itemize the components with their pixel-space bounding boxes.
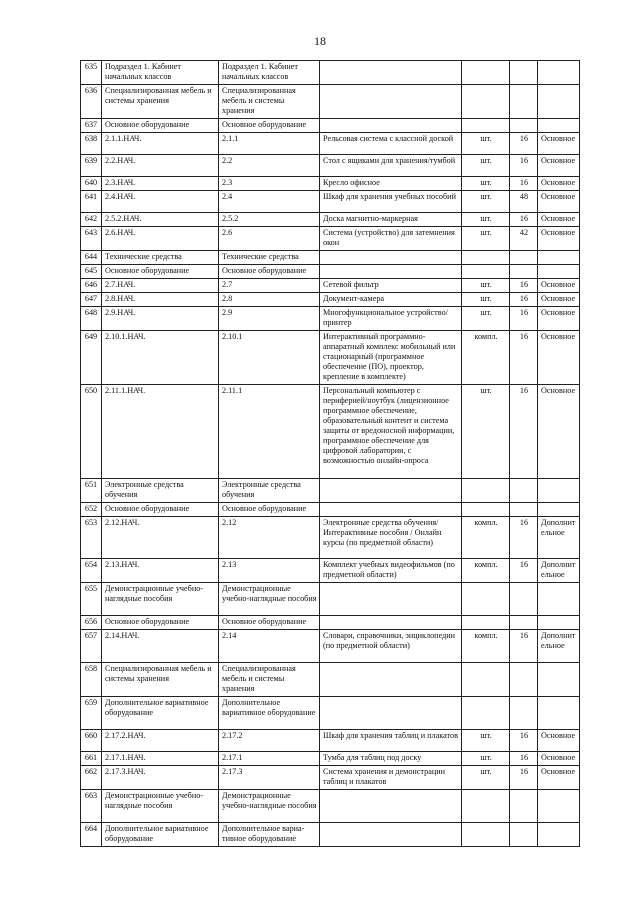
item-name [320,61,462,85]
section-code: 2.17.3.НАЧ. [102,766,219,790]
table-row [81,559,580,583]
section-code: Дополнительное вариативное оборудование [102,823,219,847]
row-number: 639 [81,155,102,177]
unit: шт. [462,191,510,213]
row-number: 654 [81,559,102,583]
quantity [510,616,538,630]
unit [462,583,510,616]
subsection-code: Основное оборудование [219,503,320,517]
row-number: 644 [81,251,102,265]
table-row [81,766,580,790]
row-number: 658 [81,663,102,697]
row-number: 659 [81,697,102,730]
subsection-code: 2.11.1 [219,385,320,479]
item-name: Персональный компьютер с периферией/ноутбук (лицензионное программное обеспечение, образовательный контент и система защиты от вредоносной информации, программное обеспечение для цифровой лаборатории, с возможностью онлайн-опроса [320,385,462,479]
table-row [81,61,580,85]
item-name [320,119,462,133]
subsection-code: Специализированная мебель и системы хранения [219,85,320,119]
item-name [320,616,462,630]
unit: шт. [462,293,510,307]
table-row [81,616,580,630]
subsection-code: 2.2 [219,155,320,177]
unit [462,616,510,630]
table-row [81,331,580,385]
unit: шт. [462,133,510,155]
table-row [81,213,580,227]
quantity: 16 [510,133,538,155]
quantity: 16 [510,177,538,191]
category: Основное [538,766,580,790]
table-row [81,119,580,133]
table-row [81,265,580,279]
table-row [81,293,580,307]
quantity [510,503,538,517]
quantity [510,823,538,847]
table-row [81,583,580,616]
section-code: Демонстрационные учебно-наглядные пособия [102,790,219,823]
item-name: Электронные средства обучения/Интерактивные пособия / Онлайн курсы (по предметной области) [320,517,462,559]
subsection-code: 2.10.1 [219,331,320,385]
section-code: Специализированная мебель и системы хранения [102,663,219,697]
quantity [510,479,538,503]
category [538,663,580,697]
unit: компл. [462,559,510,583]
item-name: Интерактивный программно-аппаратный комплекс мобильный или стационарный (программное обеспечение (ПО), проектор, крепление в комплекте) [320,331,462,385]
row-number: 636 [81,85,102,119]
table-row [81,307,580,331]
row-number: 650 [81,385,102,479]
subsection-code: Дополнительное вариативное оборудование [219,697,320,730]
row-number: 635 [81,61,102,85]
row-number: 661 [81,752,102,766]
unit: шт. [462,213,510,227]
section-code: Технические средства [102,251,219,265]
subsection-code: 2.7 [219,279,320,293]
row-number: 662 [81,766,102,790]
category: Основное [538,730,580,752]
subsection-code: Специализированная мебель и системы хранения [219,663,320,697]
unit: компл. [462,331,510,385]
quantity: 16 [510,752,538,766]
unit: шт. [462,307,510,331]
item-name: Стол с ящиками для хранения/тумбой [320,155,462,177]
item-name: Доска магнитно-маркерная [320,213,462,227]
unit [462,265,510,279]
subsection-code: 2.17.2 [219,730,320,752]
quantity: 16 [510,331,538,385]
subsection-code: 2.17.1 [219,752,320,766]
unit: компл. [462,630,510,663]
row-number: 647 [81,293,102,307]
quantity: 16 [510,279,538,293]
section-code: Основное оборудование [102,616,219,630]
section-code: 2.9.НАЧ. [102,307,219,331]
subsection-code: Основное оборудование [219,265,320,279]
item-name: Документ-камера [320,293,462,307]
category [538,85,580,119]
category: Дополнительное [538,517,580,559]
unit: шт. [462,766,510,790]
unit [462,503,510,517]
unit: шт. [462,752,510,766]
item-name: Многофункциональное устройство/принтер [320,307,462,331]
page-number: 18 [314,34,326,48]
item-name: Система хранения и демонстрации таблиц и плакатов [320,766,462,790]
subsection-code: Подраздел 1. Кабинет начальных классов [219,61,320,85]
subsection-code: Демонстрационные учебно-наглядные пособия [219,790,320,823]
category [538,503,580,517]
section-code: 2.6.НАЧ. [102,227,219,251]
quantity: 16 [510,766,538,790]
item-name: Словари, справочники, энциклопедии (по предметной области) [320,630,462,663]
section-code: 2.8.НАЧ. [102,293,219,307]
subsection-code: Основное оборудование [219,119,320,133]
section-code: 2.17.1.НАЧ. [102,752,219,766]
category: Основное [538,279,580,293]
section-code: 2.5.2.НАЧ. [102,213,219,227]
section-code: Основное оборудование [102,503,219,517]
row-number: 638 [81,133,102,155]
category [538,479,580,503]
subsection-code: 2.4 [219,191,320,213]
unit: шт. [462,385,510,479]
section-code: 2.12.НАЧ. [102,517,219,559]
unit: шт. [462,177,510,191]
item-name: Кресло офисное [320,177,462,191]
table-row [81,630,580,663]
quantity: 16 [510,307,538,331]
category [538,616,580,630]
category: Основное [538,191,580,213]
row-number: 651 [81,479,102,503]
row-number: 652 [81,503,102,517]
quantity [510,790,538,823]
section-code: Дополнительное вариативное оборудование [102,697,219,730]
unit: шт. [462,279,510,293]
quantity: 16 [510,730,538,752]
section-code: 2.17.2.НАЧ. [102,730,219,752]
unit: шт. [462,155,510,177]
section-code: Основное оборудование [102,119,219,133]
category: Дополнительное [538,559,580,583]
table-row [81,517,580,559]
category [538,119,580,133]
quantity: 16 [510,559,538,583]
category: Основное [538,293,580,307]
table-row [81,697,580,730]
item-name: Комплект учебных видеофильмов (по предметной области) [320,559,462,583]
category: Основное [538,177,580,191]
category [538,61,580,85]
table-row [81,663,580,697]
section-code: 2.4.НАЧ. [102,191,219,213]
section-code: 2.2.НАЧ. [102,155,219,177]
table-body [81,61,580,847]
category: Основное [538,155,580,177]
section-code: 2.3.НАЧ. [102,177,219,191]
category: Основное [538,227,580,251]
subsection-code: 2.1.1 [219,133,320,155]
unit [462,663,510,697]
subsection-code: 2.8 [219,293,320,307]
table-row [81,790,580,823]
quantity [510,583,538,616]
unit: шт. [462,227,510,251]
quantity: 16 [510,517,538,559]
quantity [510,663,538,697]
table-row [81,191,580,213]
quantity [510,61,538,85]
item-name [320,823,462,847]
quantity: 48 [510,191,538,213]
item-name [320,85,462,119]
category [538,790,580,823]
table-row [81,730,580,752]
unit [462,85,510,119]
category: Основное [538,752,580,766]
table-row [81,85,580,119]
unit [462,790,510,823]
subsection-code: 2.6 [219,227,320,251]
quantity: 16 [510,293,538,307]
unit [462,61,510,85]
category: Дополнительное [538,630,580,663]
section-code: 2.10.1.НАЧ. [102,331,219,385]
category: Основное [538,385,580,479]
subsection-code: 2.12 [219,517,320,559]
category [538,583,580,616]
table-row [81,133,580,155]
section-code: Основное оборудование [102,265,219,279]
row-number: 664 [81,823,102,847]
category [538,251,580,265]
quantity: 42 [510,227,538,251]
quantity [510,119,538,133]
section-code: 2.14.НАЧ. [102,630,219,663]
row-number: 640 [81,177,102,191]
row-number: 646 [81,279,102,293]
quantity: 16 [510,213,538,227]
row-number: 637 [81,119,102,133]
unit [462,119,510,133]
item-name [320,503,462,517]
quantity [510,265,538,279]
quantity: 16 [510,385,538,479]
item-name [320,251,462,265]
quantity [510,697,538,730]
item-name [320,479,462,503]
row-number: 656 [81,616,102,630]
category: Основное [538,307,580,331]
quantity: 16 [510,155,538,177]
category: Основное [538,213,580,227]
item-name: Рельсовая система с классной доской [320,133,462,155]
table-row [81,155,580,177]
subsection-code: 2.17.3 [219,766,320,790]
category: Основное [538,331,580,385]
subsection-code: Демонстрационные учебно-наглядные пособия [219,583,320,616]
section-code: 2.7.НАЧ. [102,279,219,293]
subsection-code: Технические средства [219,251,320,265]
section-code: 2.11.1.НАЧ. [102,385,219,479]
quantity: 16 [510,630,538,663]
table-row [81,479,580,503]
item-name [320,663,462,697]
category [538,265,580,279]
subsection-code: 2.3 [219,177,320,191]
subsection-code: 2.9 [219,307,320,331]
subsection-code: 2.13 [219,559,320,583]
equipment-table [80,60,580,847]
section-code: Демонстрационные учебно-наглядные пособия [102,583,219,616]
category [538,697,580,730]
table-row [81,227,580,251]
subsection-code: 2.5.2 [219,213,320,227]
subsection-code: 2.14 [219,630,320,663]
unit: шт. [462,730,510,752]
table-row [81,823,580,847]
table-row [81,279,580,293]
quantity [510,251,538,265]
row-number: 649 [81,331,102,385]
subsection-code: Электронные средства обучения [219,479,320,503]
row-number: 642 [81,213,102,227]
table-row [81,752,580,766]
row-number: 643 [81,227,102,251]
row-number: 660 [81,730,102,752]
row-number: 653 [81,517,102,559]
item-name: Система (устройство) для затемнения окон [320,227,462,251]
unit [462,479,510,503]
section-code: Специализированная мебель и системы хранения [102,85,219,119]
table-row [81,385,580,479]
section-code: Электронные средства обучения [102,479,219,503]
row-number: 645 [81,265,102,279]
row-number: 648 [81,307,102,331]
quantity [510,85,538,119]
item-name [320,265,462,279]
unit: компл. [462,517,510,559]
unit [462,697,510,730]
section-code: Подраздел 1. Кабинет начальных классов [102,61,219,85]
table-row [81,251,580,265]
item-name: Сетевой фильтр [320,279,462,293]
unit [462,251,510,265]
subsection-code: Дополнительное вариа-тивное оборудование [219,823,320,847]
section-code: 2.1.1.НАЧ. [102,133,219,155]
unit [462,823,510,847]
section-code: 2.13.НАЧ. [102,559,219,583]
category: Основное [538,133,580,155]
subsection-code: Основное оборудование [219,616,320,630]
row-number: 663 [81,790,102,823]
table-row [81,503,580,517]
item-name: Шкаф для хранения учебных пособий [320,191,462,213]
item-name [320,583,462,616]
item-name: Шкаф для хранения таблиц и плакатов [320,730,462,752]
category [538,823,580,847]
row-number: 655 [81,583,102,616]
row-number: 641 [81,191,102,213]
item-name [320,697,462,730]
table-row [81,177,580,191]
row-number: 657 [81,630,102,663]
item-name: Тумба для таблиц под доску [320,752,462,766]
item-name [320,790,462,823]
